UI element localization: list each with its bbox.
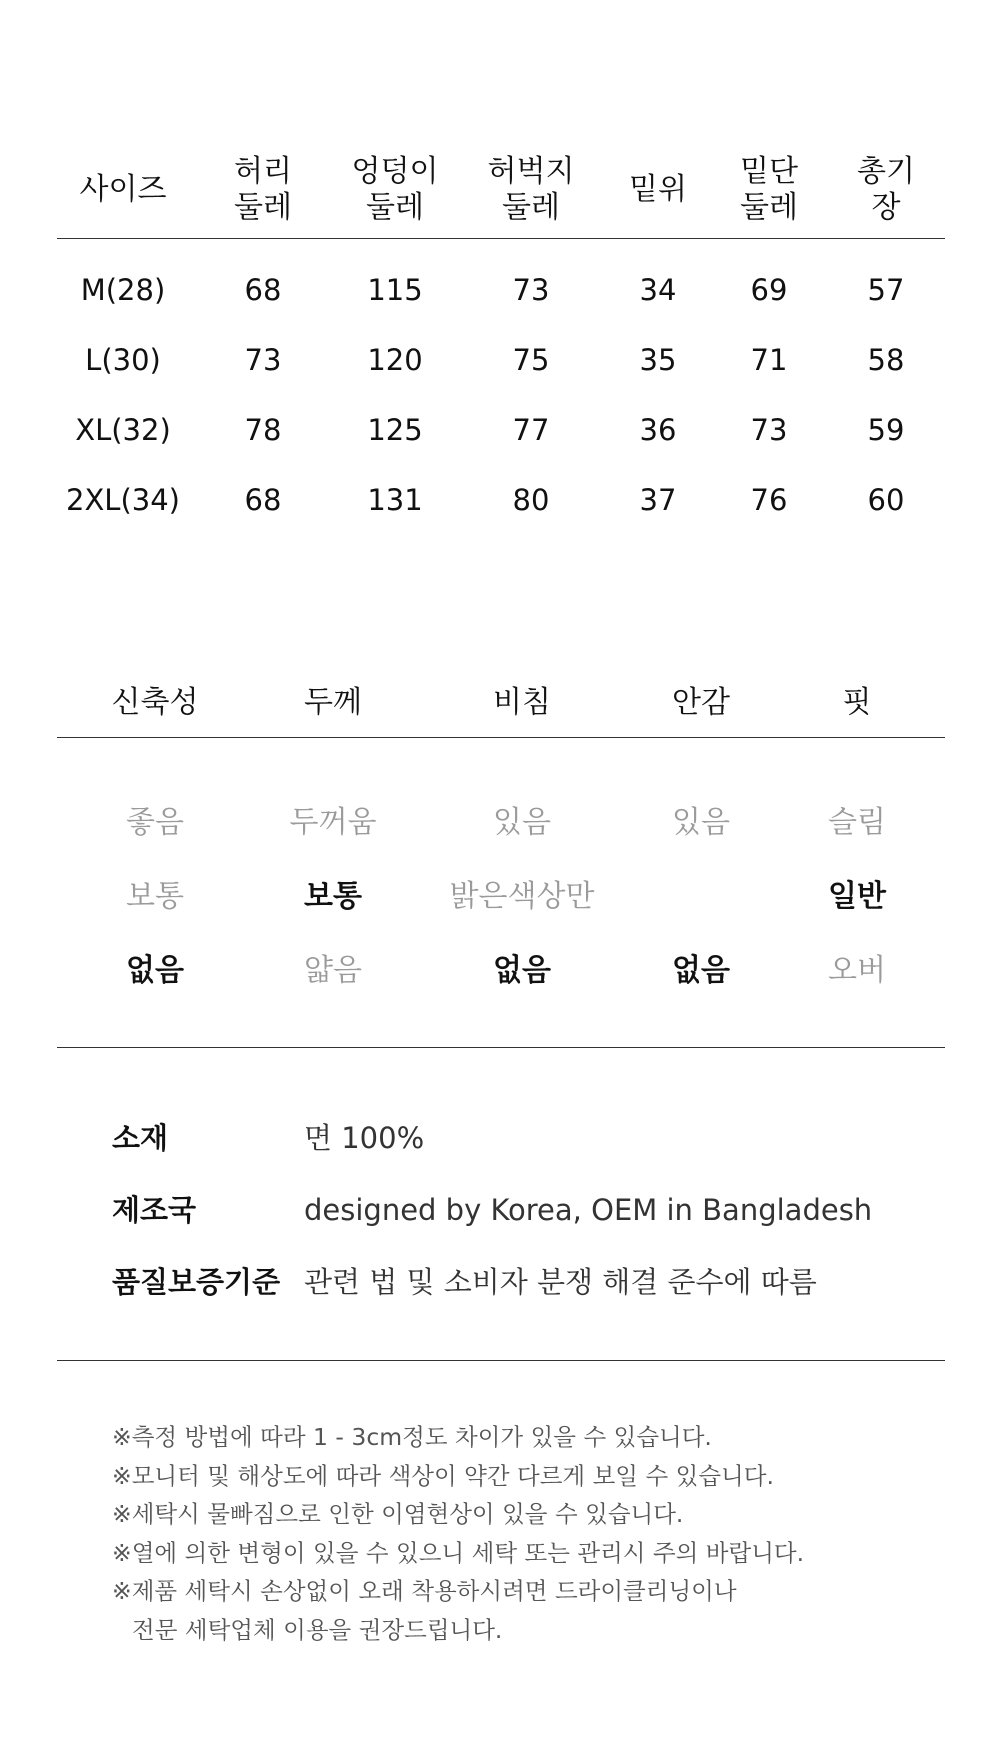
table-row bbox=[57, 255, 945, 325]
fabric-option: 없음 bbox=[672, 953, 730, 988]
size-table-divider bbox=[57, 238, 945, 239]
thigh-cell: 80 bbox=[512, 483, 550, 517]
info-divider bbox=[57, 1360, 945, 1361]
care-notes bbox=[112, 1418, 942, 1649]
hem-cell: 71 bbox=[750, 343, 788, 377]
note-line: ※측정 방법에 따라 1 - 3cm정도 차이가 있을 수 있습니다. bbox=[112, 1423, 712, 1451]
note-line: ※세탁시 물빠짐으로 인한 이염현상이 있을 수 있습니다. bbox=[112, 1500, 684, 1528]
fabric-header-fit: 핏 bbox=[842, 685, 872, 720]
size-cell: M(28) bbox=[80, 273, 166, 307]
size-table-body bbox=[57, 255, 945, 535]
hip-cell: 120 bbox=[367, 343, 423, 377]
size-header-hip: 엉덩이 둘레 bbox=[351, 154, 439, 225]
thigh-cell: 73 bbox=[512, 273, 550, 307]
fabric-option: 있음 bbox=[493, 805, 551, 840]
fabric-header-divider bbox=[57, 737, 945, 738]
rise-cell: 35 bbox=[639, 343, 677, 377]
size-table bbox=[57, 140, 945, 517]
fabric-option: 있음 bbox=[672, 805, 730, 840]
note-line: ※제품 세탁시 손상없이 오래 착용하시려면 드라이클리닝이나 bbox=[112, 1577, 737, 1605]
info-row-quality bbox=[112, 1246, 942, 1318]
size-table-header bbox=[57, 140, 945, 240]
size-header-hem: 밑단 둘레 bbox=[740, 154, 798, 225]
note-line: ※모니터 및 해상도에 따라 색상이 약간 다르게 보일 수 있습니다. bbox=[112, 1461, 774, 1490]
fabric-option: 일반 bbox=[828, 879, 886, 914]
product-info bbox=[112, 1102, 942, 1318]
rise-cell: 34 bbox=[639, 273, 677, 307]
table-row bbox=[57, 465, 945, 535]
size-cell: 2XL(34) bbox=[65, 483, 181, 517]
fabric-option: 두꺼움 bbox=[289, 805, 377, 840]
info-row-material bbox=[112, 1102, 942, 1174]
fabric-table-header bbox=[57, 678, 945, 738]
rise-cell: 36 bbox=[639, 413, 677, 447]
length-cell: 57 bbox=[867, 273, 905, 307]
table-row bbox=[57, 395, 945, 465]
fabric-option: 없음 bbox=[126, 953, 184, 988]
hem-cell: 76 bbox=[750, 483, 788, 517]
waist-cell: 68 bbox=[244, 483, 282, 517]
fabric-option: 없음 bbox=[493, 953, 551, 988]
note-line: ※열에 의한 변형이 있을 수 있으니 세탁 또는 관리시 주의 바랍니다. bbox=[112, 1538, 805, 1567]
fabric-option: 밝은색상만 bbox=[449, 879, 595, 914]
fabric-header-thickness: 두께 bbox=[304, 685, 362, 720]
info-row-origin bbox=[112, 1174, 942, 1246]
info-label: 소재 bbox=[112, 1121, 169, 1155]
table-row bbox=[57, 325, 945, 395]
note-line: 전문 세탁업체 이용을 권장드립니다. bbox=[132, 1615, 503, 1644]
fabric-option: 좋음 bbox=[126, 805, 184, 840]
hip-cell: 125 bbox=[367, 413, 423, 447]
fabric-option: 오버 bbox=[828, 953, 886, 988]
table-row bbox=[57, 860, 945, 934]
info-value: 관련 법 및 소비자 분쟁 해결 준수에 따름 bbox=[304, 1265, 817, 1299]
thigh-cell: 77 bbox=[512, 413, 550, 447]
info-value: 면 100% bbox=[304, 1121, 425, 1155]
waist-cell: 78 bbox=[244, 413, 282, 447]
waist-cell: 73 bbox=[244, 343, 282, 377]
size-header-waist: 허리 둘레 bbox=[234, 154, 292, 225]
fabric-option: 얇음 bbox=[304, 953, 362, 988]
info-label: 품질보증기준 bbox=[112, 1265, 281, 1299]
length-cell: 58 bbox=[867, 343, 905, 377]
size-header-length: 총기장 bbox=[857, 154, 915, 225]
hip-cell: 115 bbox=[367, 273, 423, 307]
length-cell: 60 bbox=[867, 483, 905, 517]
table-row bbox=[57, 934, 945, 1008]
fabric-option: 보통 bbox=[304, 879, 362, 914]
rise-cell: 37 bbox=[639, 483, 677, 517]
fabric-option: 보통 bbox=[126, 879, 184, 914]
size-header-size: 사이즈 bbox=[79, 172, 167, 207]
size-header-rise: 밑위 bbox=[629, 172, 687, 207]
info-label: 제조국 bbox=[112, 1193, 197, 1227]
thigh-cell: 75 bbox=[512, 343, 550, 377]
hip-cell: 131 bbox=[367, 483, 423, 517]
hem-cell: 73 bbox=[750, 413, 788, 447]
size-cell: XL(32) bbox=[75, 413, 171, 447]
fabric-header-stretch: 신축성 bbox=[111, 685, 199, 720]
size-header-thigh: 허벅지 둘레 bbox=[487, 154, 575, 225]
fabric-header-sheerness: 비침 bbox=[493, 685, 551, 720]
fabric-table-divider bbox=[57, 1047, 945, 1048]
fabric-option: 슬림 bbox=[828, 805, 886, 840]
length-cell: 59 bbox=[867, 413, 905, 447]
hem-cell: 69 bbox=[750, 273, 788, 307]
fabric-table-body bbox=[57, 786, 945, 1008]
fabric-header-lining: 안감 bbox=[672, 685, 730, 720]
table-row bbox=[57, 786, 945, 860]
waist-cell: 68 bbox=[244, 273, 282, 307]
size-cell: L(30) bbox=[85, 343, 161, 377]
info-value: designed by Korea, OEM in Bangladesh bbox=[304, 1193, 873, 1227]
